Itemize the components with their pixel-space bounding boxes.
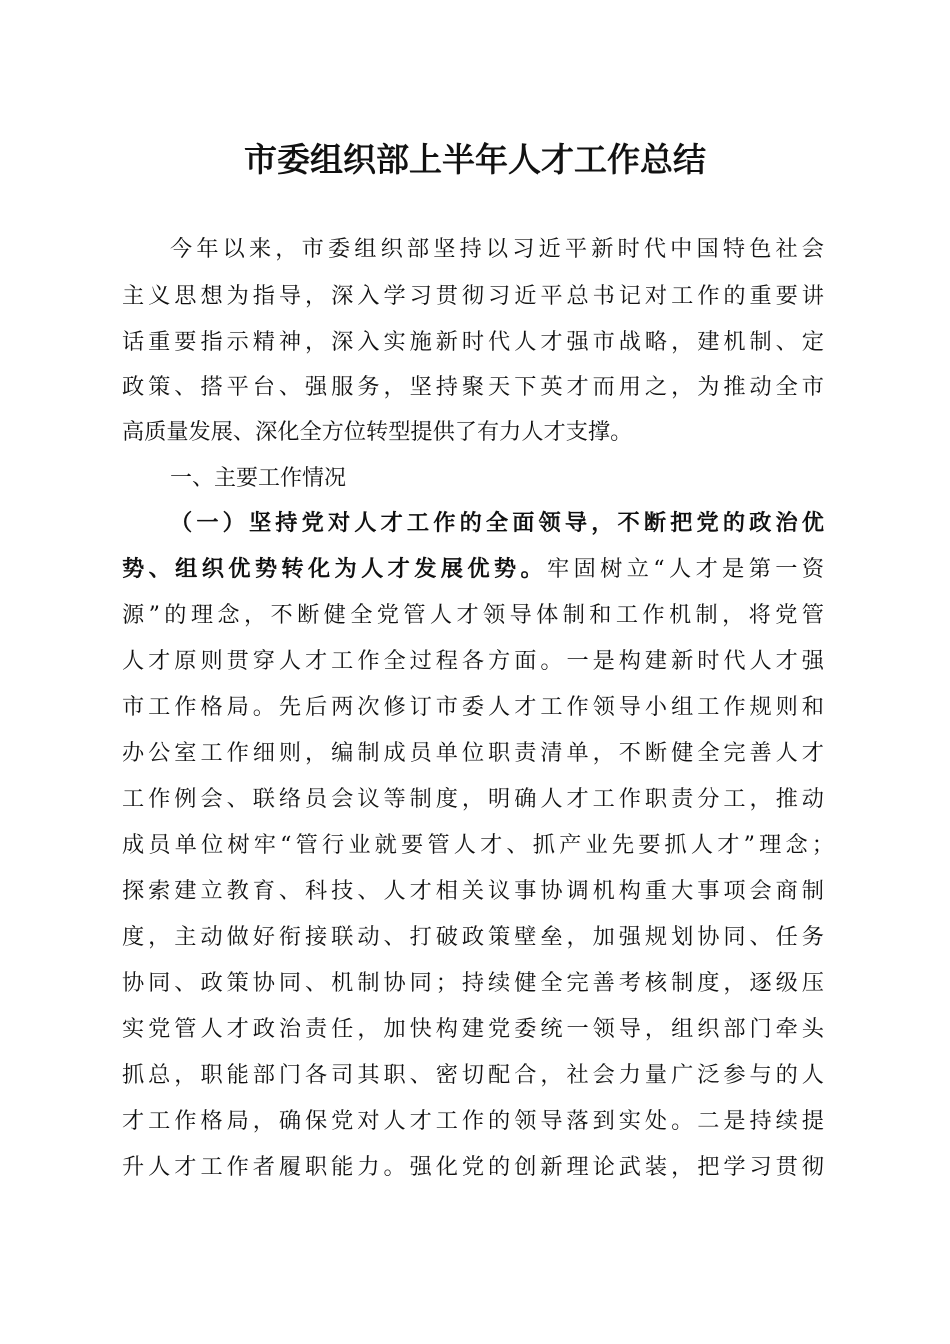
intro-line: 高质量发展、深化全方位转型提供了有力人才支撑。: [122, 419, 633, 445]
body-line: 度，主动做好衔接联动、打破政策壁垒，加强规划协同、任务: [122, 924, 824, 950]
sub-heading-text: （一）坚持党对人才工作的全面领导，不断把党的政治优: [170, 510, 824, 536]
body-line: 工作例会、联络员会议等制度，明确人才工作职责分工，推动: [122, 786, 824, 812]
intro-line: 今年以来，市委组织部坚持以习近平新时代中国特色社会: [170, 236, 824, 262]
intro-line: 政策、搭平台、强服务，坚持聚天下英才而用之，为推动全市: [122, 374, 824, 400]
body-line: 源”的理念，不断健全党管人才领导体制和工作机制，将党管: [122, 602, 824, 628]
body-line: 探索建立教育、科技、人才相关议事协调机构重大事项会商制: [122, 878, 824, 904]
body-line: 实党管人才政治责任，加快构建党委统一领导，组织部门牵头: [122, 1016, 824, 1042]
body-text: 牢固树立“人才是第一资: [547, 556, 825, 582]
body-line: [122, 550, 824, 588]
intro-line: 主义思想为指导，深入学习贯彻习近平总书记对工作的重要讲: [122, 283, 824, 309]
intro-line: 话重要指示精神，深入实施新时代人才强市战略，建机制、定: [122, 329, 824, 355]
sub-heading-text: 势、组织优势转化为人才发展优势。: [122, 556, 548, 582]
body-line: 协同、政策协同、机制协同；持续健全完善考核制度，逐级压: [122, 970, 824, 996]
document-title: 市委组织部上半年人才工作总结: [244, 140, 706, 179]
body-line: 才工作格局，确保党对人才工作的领导落到实处。二是持续提: [122, 1108, 824, 1134]
body-line: 办公室工作细则，编制成员单位职责清单，不断健全完善人才: [122, 740, 824, 766]
body-line: 人才原则贯穿人才工作全过程各方面。一是构建新时代人才强: [122, 648, 824, 674]
body-line: 抓总，职能部门各司其职、密切配合，社会力量广泛参与的人: [122, 1062, 824, 1088]
body-line: 升人才工作者履职能力。强化党的创新理论武装，把学习贯彻: [122, 1154, 824, 1180]
section-heading: 一、主要工作情况: [170, 466, 347, 491]
sub-heading-line: [170, 504, 824, 542]
body-line: 成员单位树牢“管行业就要管人才、抓产业先要抓人才”理念；: [122, 832, 834, 858]
body-line: 市工作格局。先后两次修订市委人才工作领导小组工作规则和: [122, 694, 824, 720]
